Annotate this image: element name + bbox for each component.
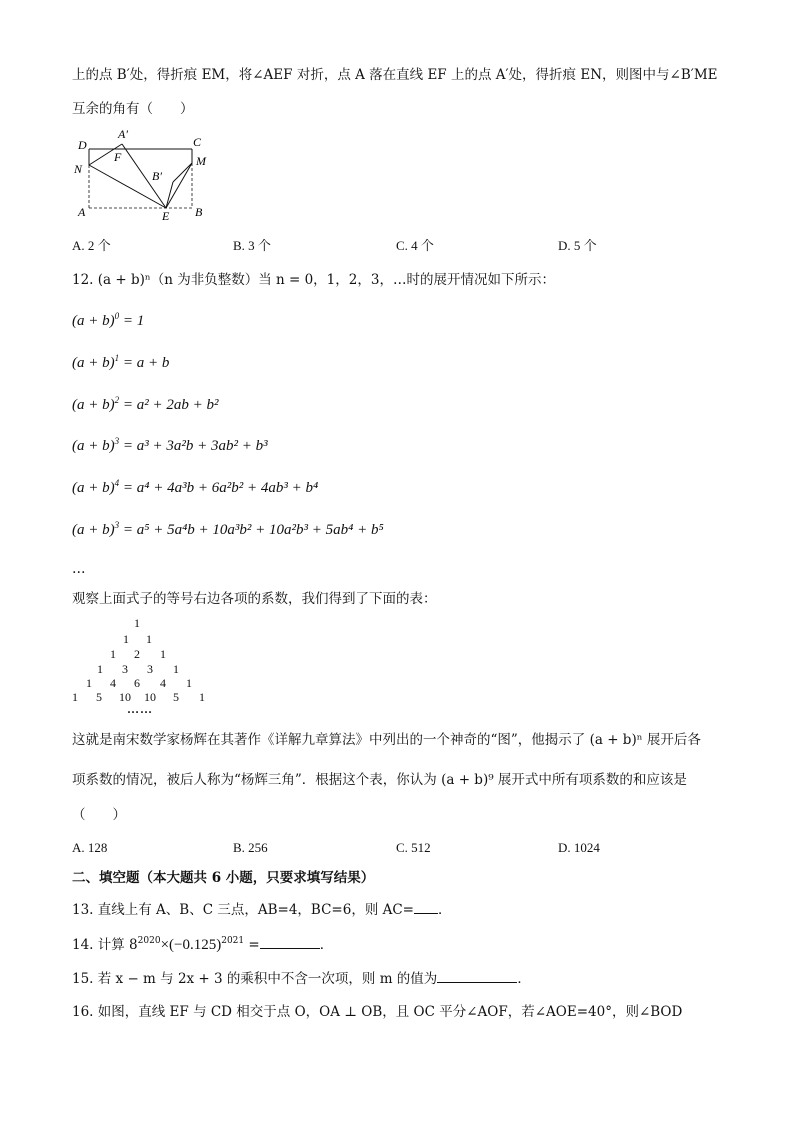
label-m: M — [196, 154, 206, 168]
triangle-r4-c3: 4 — [160, 676, 166, 690]
triangle-r5-c3: 10 — [144, 690, 156, 704]
triangle-r5-c2: 10 — [119, 690, 131, 704]
label-e: E — [162, 209, 170, 223]
q15-text: 15. 若 x − m 与 2x + 3 的乘积中不含一次项，则 m 的值为 — [72, 971, 438, 987]
q11-figure — [66, 124, 226, 224]
triangle-r2-c1: 2 — [134, 647, 140, 661]
q15-answer-blank[interactable] — [437, 970, 517, 983]
q13-text: 13. 直线上有 A、B、C 三点，AB=4，BC=6，则 AC= — [72, 902, 414, 918]
q11-line2: 互余的角有（ ） — [72, 101, 194, 117]
triangle-r4-c2: 6 — [134, 676, 140, 690]
q14-tail: ． — [319, 937, 334, 953]
q14-prefix: 14. 计算 8 — [72, 937, 138, 953]
label-b: B — [195, 205, 203, 219]
label-f: F — [114, 150, 122, 164]
q13-answer-blank[interactable] — [414, 901, 438, 914]
q12-expansion-5: $(a + b)^3 = a^5 + 5a^4b + 10a^3b^2 + 10a^2b^3 + 5ab^4 + b^5$ — [72, 520, 384, 538]
q14-mid: ×(−0.125) — [160, 937, 222, 953]
triangle-r3-c1: 3 — [122, 662, 128, 676]
triangle-r1-c1: 1 — [146, 632, 152, 646]
triangle-r5-c5: 1 — [199, 690, 205, 704]
triangle-r1-c0: 1 — [123, 632, 129, 646]
triangle-r5-c1: 5 — [96, 690, 102, 704]
triangle-r3-c0: 1 — [97, 662, 103, 676]
q12-expansion-4: $(a + b)^4 = a^4 + 4a^3b + 6a^2b^2 + 4ab^3 + b^4$ — [72, 478, 319, 496]
label-a-prime: A′ — [118, 127, 128, 141]
q12-ellipsis: … — [72, 561, 86, 577]
triangle-dots: …… — [127, 702, 153, 716]
q12-expansion-0: $(a + b)^0 = 1$ — [72, 311, 145, 329]
q14-exp2: 2021 — [221, 936, 245, 946]
q14-answer-blank[interactable] — [260, 936, 320, 949]
q14 — [72, 936, 333, 954]
label-c: C — [193, 135, 202, 149]
label-b-prime: B′ — [152, 169, 162, 183]
q12-expansion-2: $(a + b)^2 = a^2 + 2ab + b^2$ — [72, 395, 219, 413]
triangle-r5-c4: 5 — [173, 690, 179, 704]
crease-em — [166, 163, 192, 208]
q12-choice-b: B. 256 — [233, 840, 268, 855]
q16-text: 16. 如图，直线 EF 与 CD 相交于点 O，OA ⊥ OB，且 OC 平分∠AOF，若∠AOE=40°，则∠BOD — [72, 1004, 683, 1020]
q11-choice-b: B. 3 个 — [233, 238, 271, 253]
q13 — [72, 901, 452, 919]
q12-choice-a: A. 128 — [72, 840, 108, 855]
triangle-r2-c0: 1 — [110, 647, 116, 661]
section-heading: 二、填空题（本大题共 6 小题，只要求填写结果） — [72, 870, 375, 886]
q11-line1: 上的点 B′处，得折痕 EM，将∠AEF 对折，点 A 落在直线 EF 上的点 A′处，得折痕 EN，则图中与∠B′ME — [72, 67, 718, 83]
q12-expansion-1: $(a + b)^1 = a + b$ — [72, 353, 170, 371]
label-d: D — [78, 138, 87, 152]
label-n: N — [74, 162, 83, 176]
q12-para-line3: （ ） — [72, 807, 126, 823]
segment-eb-prime — [166, 182, 173, 208]
q11-choice-a: A. 2 个 — [72, 238, 111, 253]
q15 — [72, 970, 531, 988]
triangle-r4-c0: 1 — [86, 676, 92, 690]
q14-eq: = — [244, 937, 260, 953]
q12-choice-c: C. 512 — [396, 840, 431, 855]
q12-choice-d: D. 1024 — [558, 840, 600, 855]
q11-choice-d: D. 5 个 — [558, 238, 597, 253]
triangle-r0-c0: 1 — [134, 616, 140, 630]
q12-observe: 观察上面式子的等号右边各项的系数，我们得到了下面的表： — [72, 591, 437, 607]
triangle-r2-c2: 1 — [160, 647, 166, 661]
label-a: A — [78, 205, 86, 219]
q12-para-line2: 项系数的情况，被后人称为“杨辉三角”．根据这个表，你认为 (a + b)⁹ 展开式中所有项系数的和应该是 — [72, 772, 687, 788]
triangle-r3-c3: 1 — [173, 662, 179, 676]
triangle-r5-c0: 1 — [72, 690, 78, 704]
q12-expansion-3: $(a + b)^3 = a^3 + 3a^2b + 3ab^2 + b^3$ — [72, 436, 268, 454]
q15-tail: ． — [517, 971, 531, 987]
q13-tail: ． — [438, 902, 452, 918]
q14-exp1: 2020 — [137, 936, 161, 946]
triangle-r4-c4: 1 — [186, 676, 192, 690]
triangle-r4-c1: 4 — [110, 676, 116, 690]
q11-choice-c: C. 4 个 — [396, 238, 434, 253]
q12-intro: 12. (a + b)ⁿ（n 为非负整数）当 n = 0，1，2，3，…时的展开情况如下所示： — [72, 272, 555, 288]
q12-para-line1: 这就是南宋数学家杨辉在其著作《详解九章算法》中列出的一个神奇的“图”，他揭示了 (a + b)ⁿ 展开后各 — [72, 732, 701, 748]
triangle-r3-c2: 3 — [147, 662, 153, 676]
